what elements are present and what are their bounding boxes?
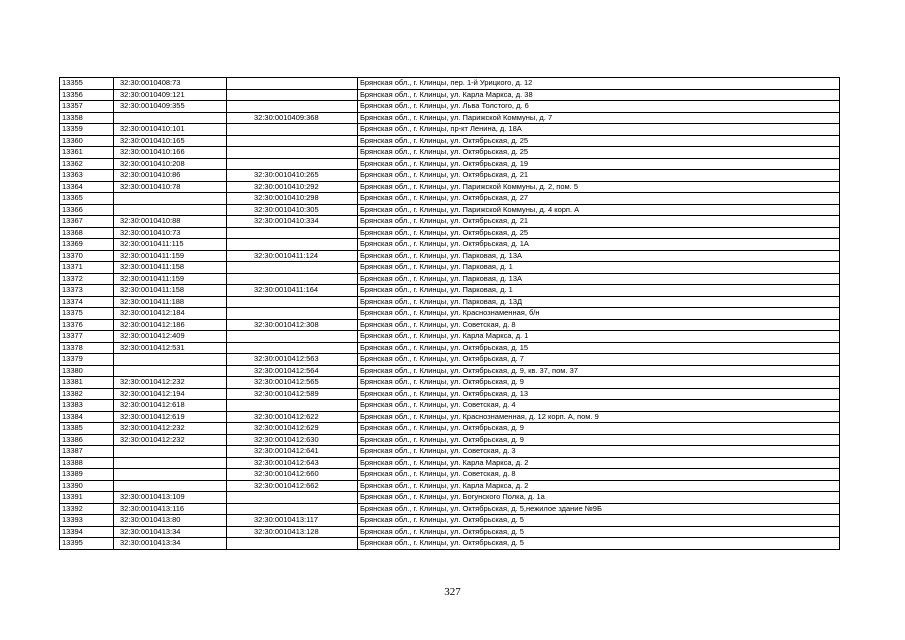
table-row bbox=[60, 503, 840, 515]
cadastral-number-cell: 32:30:0010412:232 bbox=[114, 434, 227, 446]
address-cell: Брянская обл., г. Клинцы, ул. Октябрьская, д. 21 bbox=[358, 170, 840, 182]
row-number-cell: 13364 bbox=[60, 181, 114, 193]
address-cell: Брянская обл., г. Клинцы, ул. Октябрьская, д. 19 bbox=[358, 158, 840, 170]
related-cadastral-number-cell: 32:30:0010412:564 bbox=[227, 365, 358, 377]
address-cell: Брянская обл., г. Клинцы, ул. Октябрьская, д. 5,нежилое здание №9Б bbox=[358, 503, 840, 515]
table-row bbox=[60, 342, 840, 354]
table-row bbox=[60, 457, 840, 469]
cadastral-number-cell: 32:30:0010409:121 bbox=[114, 89, 227, 101]
related-cadastral-number-cell: 32:30:0010410:292 bbox=[227, 181, 358, 193]
table-row bbox=[60, 411, 840, 423]
address-cell: Брянская обл., г. Клинцы, ул. Октябрьская, д. 5 bbox=[358, 515, 840, 527]
address-cell: Брянская обл., г. Клинцы, ул. Октябрьская, д. 9 bbox=[358, 423, 840, 435]
row-number-cell: 13362 bbox=[60, 158, 114, 170]
row-number-cell: 13372 bbox=[60, 273, 114, 285]
table-row bbox=[60, 262, 840, 274]
address-cell: Брянская обл., г. Клинцы, ул. Октябрьская, д. 5 bbox=[358, 526, 840, 538]
address-cell: Брянская обл., г. Клинцы, ул. Советская, д. 4 bbox=[358, 400, 840, 412]
cadastral-number-cell: 32:30:0010410:78 bbox=[114, 181, 227, 193]
cadastral-number-cell: 32:30:0010412:619 bbox=[114, 411, 227, 423]
related-cadastral-number-cell: 32:30:0010412:629 bbox=[227, 423, 358, 435]
address-cell: Брянская обл., г. Клинцы, пер. 1-й Урицкого, д. 12 bbox=[358, 78, 840, 90]
cadastral-number-cell: 32:30:0010411:159 bbox=[114, 250, 227, 262]
table-row bbox=[60, 147, 840, 159]
table-row bbox=[60, 135, 840, 147]
related-cadastral-number-cell: 32:30:0010412:565 bbox=[227, 377, 358, 389]
cadastral-number-cell bbox=[114, 480, 227, 492]
address-cell: Брянская обл., г. Клинцы, ул. Октябрьская, д. 1А bbox=[358, 239, 840, 251]
row-number-cell: 13391 bbox=[60, 492, 114, 504]
table-row bbox=[60, 526, 840, 538]
related-cadastral-number-cell bbox=[227, 239, 358, 251]
cadastral-number-cell: 32:30:0010409:355 bbox=[114, 101, 227, 113]
row-number-cell: 13380 bbox=[60, 365, 114, 377]
cadastral-number-cell bbox=[114, 365, 227, 377]
related-cadastral-number-cell bbox=[227, 342, 358, 354]
table-row bbox=[60, 331, 840, 343]
cadastral-number-cell: 32:30:0010411:158 bbox=[114, 262, 227, 274]
related-cadastral-number-cell: 32:30:0010410:298 bbox=[227, 193, 358, 205]
cadastral-number-cell: 32:30:0010413:109 bbox=[114, 492, 227, 504]
table-row bbox=[60, 112, 840, 124]
table-row bbox=[60, 250, 840, 262]
address-cell: Брянская обл., г. Клинцы, пр-кт Ленина, д. 18А bbox=[358, 124, 840, 136]
row-number-cell: 13377 bbox=[60, 331, 114, 343]
address-cell: Брянская обл., г. Клинцы, ул. Октябрьская, д. 25 bbox=[358, 227, 840, 239]
registry-table bbox=[59, 77, 840, 550]
table-row bbox=[60, 469, 840, 481]
row-number-cell: 13389 bbox=[60, 469, 114, 481]
row-number-cell: 13374 bbox=[60, 296, 114, 308]
cadastral-number-cell: 32:30:0010413:116 bbox=[114, 503, 227, 515]
address-cell: Брянская обл., г. Клинцы, ул. Октябрьская, д. 25 bbox=[358, 135, 840, 147]
row-number-cell: 13358 bbox=[60, 112, 114, 124]
address-cell: Брянская обл., г. Клинцы, ул. Краснознаменная, б/н bbox=[358, 308, 840, 320]
table-row bbox=[60, 239, 840, 251]
cadastral-number-cell: 32:30:0010412:409 bbox=[114, 331, 227, 343]
row-number-cell: 13392 bbox=[60, 503, 114, 515]
row-number-cell: 13379 bbox=[60, 354, 114, 366]
address-cell: Брянская обл., г. Клинцы, ул. Карла Маркса, д. 2 bbox=[358, 480, 840, 492]
cadastral-number-cell bbox=[114, 469, 227, 481]
row-number-cell: 13393 bbox=[60, 515, 114, 527]
table-row bbox=[60, 388, 840, 400]
cadastral-number-cell: 32:30:0010411:188 bbox=[114, 296, 227, 308]
address-cell: Брянская обл., г. Клинцы, ул. Октябрьская, д. 25 bbox=[358, 147, 840, 159]
related-cadastral-number-cell bbox=[227, 400, 358, 412]
related-cadastral-number-cell: 32:30:0010412:662 bbox=[227, 480, 358, 492]
row-number-cell: 13388 bbox=[60, 457, 114, 469]
related-cadastral-number-cell bbox=[227, 331, 358, 343]
related-cadastral-number-cell bbox=[227, 89, 358, 101]
row-number-cell: 13375 bbox=[60, 308, 114, 320]
cadastral-number-cell bbox=[114, 457, 227, 469]
table-row bbox=[60, 423, 840, 435]
related-cadastral-number-cell: 32:30:0010411:164 bbox=[227, 285, 358, 297]
row-number-cell: 13381 bbox=[60, 377, 114, 389]
row-number-cell: 13385 bbox=[60, 423, 114, 435]
cadastral-number-cell bbox=[114, 354, 227, 366]
address-cell: Брянская обл., г. Клинцы, ул. Советская, д. 8 bbox=[358, 469, 840, 481]
related-cadastral-number-cell bbox=[227, 492, 358, 504]
address-cell: Брянская обл., г. Клинцы, ул. Октябрьская, д. 13 bbox=[358, 388, 840, 400]
cadastral-number-cell: 32:30:0010410:73 bbox=[114, 227, 227, 239]
related-cadastral-number-cell: 32:30:0010410:265 bbox=[227, 170, 358, 182]
row-number-cell: 13356 bbox=[60, 89, 114, 101]
cadastral-number-cell: 32:30:0010412:232 bbox=[114, 423, 227, 435]
related-cadastral-number-cell: 32:30:0010411:124 bbox=[227, 250, 358, 262]
row-number-cell: 13357 bbox=[60, 101, 114, 113]
row-number-cell: 13371 bbox=[60, 262, 114, 274]
address-cell: Брянская обл., г. Клинцы, ул. Парижской Коммуны, д. 2, пом. 5 bbox=[358, 181, 840, 193]
row-number-cell: 13386 bbox=[60, 434, 114, 446]
cadastral-number-cell: 32:30:0010411:158 bbox=[114, 285, 227, 297]
row-number-cell: 13387 bbox=[60, 446, 114, 458]
address-cell: Брянская обл., г. Клинцы, ул. Октябрьская, д. 15 bbox=[358, 342, 840, 354]
cadastral-number-cell: 32:30:0010411:115 bbox=[114, 239, 227, 251]
table-row bbox=[60, 354, 840, 366]
row-number-cell: 13361 bbox=[60, 147, 114, 159]
related-cadastral-number-cell: 32:30:0010412:589 bbox=[227, 388, 358, 400]
address-cell: Брянская обл., г. Клинцы, ул. Октябрьская, д. 21 bbox=[358, 216, 840, 228]
row-number-cell: 13383 bbox=[60, 400, 114, 412]
related-cadastral-number-cell bbox=[227, 273, 358, 285]
address-cell: Брянская обл., г. Клинцы, ул. Парковая, д. 13Д bbox=[358, 296, 840, 308]
row-number-cell: 13367 bbox=[60, 216, 114, 228]
table-row bbox=[60, 308, 840, 320]
address-cell: Брянская обл., г. Клинцы, ул. Парковая, д. 13А bbox=[358, 273, 840, 285]
table-row bbox=[60, 434, 840, 446]
address-cell: Брянская обл., г. Клинцы, ул. Советская, д. 8 bbox=[358, 319, 840, 331]
table-row bbox=[60, 273, 840, 285]
row-number-cell: 13370 bbox=[60, 250, 114, 262]
cadastral-number-cell bbox=[114, 446, 227, 458]
cadastral-number-cell: 32:30:0010413:34 bbox=[114, 538, 227, 550]
table-row bbox=[60, 446, 840, 458]
cadastral-number-cell: 32:30:0010410:86 bbox=[114, 170, 227, 182]
table-row bbox=[60, 204, 840, 216]
cadastral-number-cell: 32:30:0010410:166 bbox=[114, 147, 227, 159]
row-number-cell: 13368 bbox=[60, 227, 114, 239]
row-number-cell: 13369 bbox=[60, 239, 114, 251]
table-row bbox=[60, 285, 840, 297]
related-cadastral-number-cell bbox=[227, 262, 358, 274]
table-row bbox=[60, 170, 840, 182]
cadastral-number-cell: 32:30:0010412:184 bbox=[114, 308, 227, 320]
table-body bbox=[60, 78, 840, 550]
related-cadastral-number-cell bbox=[227, 101, 358, 113]
table-row bbox=[60, 158, 840, 170]
related-cadastral-number-cell bbox=[227, 124, 358, 136]
address-cell: Брянская обл., г. Клинцы, ул. Богунского Полка, д. 1а bbox=[358, 492, 840, 504]
row-number-cell: 13365 bbox=[60, 193, 114, 205]
cadastral-number-cell: 32:30:0010411:159 bbox=[114, 273, 227, 285]
address-cell: Брянская обл., г. Клинцы, ул. Парковая, д. 13А bbox=[358, 250, 840, 262]
related-cadastral-number-cell bbox=[227, 503, 358, 515]
table-row bbox=[60, 515, 840, 527]
cadastral-number-cell: 32:30:0010410:88 bbox=[114, 216, 227, 228]
cadastral-number-cell: 32:30:0010412:232 bbox=[114, 377, 227, 389]
address-cell: Брянская обл., г. Клинцы, ул. Льва Толстого, д. 6 bbox=[358, 101, 840, 113]
cadastral-number-cell: 32:30:0010412:194 bbox=[114, 388, 227, 400]
table-row bbox=[60, 480, 840, 492]
table-row bbox=[60, 365, 840, 377]
table-row bbox=[60, 377, 840, 389]
row-number-cell: 13376 bbox=[60, 319, 114, 331]
address-cell: Брянская обл., г. Клинцы, ул. Карла Маркса, д. 1 bbox=[358, 331, 840, 343]
related-cadastral-number-cell: 32:30:0010412:622 bbox=[227, 411, 358, 423]
table-row bbox=[60, 296, 840, 308]
address-cell: Брянская обл., г. Клинцы, ул. Советская, д. 3 bbox=[358, 446, 840, 458]
cadastral-number-cell: 32:30:0010410:165 bbox=[114, 135, 227, 147]
related-cadastral-number-cell bbox=[227, 78, 358, 90]
address-cell: Брянская обл., г. Клинцы, ул. Октябрьская, д. 9 bbox=[358, 377, 840, 389]
address-cell: Брянская обл., г. Клинцы, ул. Октябрьская, д. 9, кв. 37, пом. 37 bbox=[358, 365, 840, 377]
related-cadastral-number-cell: 32:30:0010410:334 bbox=[227, 216, 358, 228]
row-number-cell: 13395 bbox=[60, 538, 114, 550]
cadastral-number-cell bbox=[114, 193, 227, 205]
cadastral-number-cell: 32:30:0010408:73 bbox=[114, 78, 227, 90]
related-cadastral-number-cell bbox=[227, 158, 358, 170]
table-row bbox=[60, 227, 840, 239]
table-row bbox=[60, 181, 840, 193]
table-row bbox=[60, 319, 840, 331]
related-cadastral-number-cell: 32:30:0010409:368 bbox=[227, 112, 358, 124]
table-row bbox=[60, 124, 840, 136]
row-number-cell: 13366 bbox=[60, 204, 114, 216]
table-row bbox=[60, 492, 840, 504]
cadastral-number-cell: 32:30:0010410:101 bbox=[114, 124, 227, 136]
cadastral-number-cell: 32:30:0010412:186 bbox=[114, 319, 227, 331]
address-cell: Брянская обл., г. Клинцы, ул. Октябрьская, д. 9 bbox=[358, 434, 840, 446]
row-number-cell: 13373 bbox=[60, 285, 114, 297]
related-cadastral-number-cell bbox=[227, 147, 358, 159]
table-row bbox=[60, 216, 840, 228]
cadastral-number-cell bbox=[114, 112, 227, 124]
related-cadastral-number-cell: 32:30:0010412:641 bbox=[227, 446, 358, 458]
related-cadastral-number-cell: 32:30:0010410:305 bbox=[227, 204, 358, 216]
table-row bbox=[60, 101, 840, 113]
related-cadastral-number-cell bbox=[227, 135, 358, 147]
row-number-cell: 13360 bbox=[60, 135, 114, 147]
related-cadastral-number-cell: 32:30:0010412:563 bbox=[227, 354, 358, 366]
address-cell: Брянская обл., г. Клинцы, ул. Карла Маркса, д. 2 bbox=[358, 457, 840, 469]
related-cadastral-number-cell: 32:30:0010412:643 bbox=[227, 457, 358, 469]
row-number-cell: 13390 bbox=[60, 480, 114, 492]
related-cadastral-number-cell: 32:30:0010412:630 bbox=[227, 434, 358, 446]
table-row bbox=[60, 538, 840, 550]
cadastral-number-cell: 32:30:0010412:618 bbox=[114, 400, 227, 412]
cadastral-number-cell: 32:30:0010413:34 bbox=[114, 526, 227, 538]
row-number-cell: 13378 bbox=[60, 342, 114, 354]
row-number-cell: 13384 bbox=[60, 411, 114, 423]
row-number-cell: 13355 bbox=[60, 78, 114, 90]
cadastral-number-cell bbox=[114, 204, 227, 216]
related-cadastral-number-cell bbox=[227, 227, 358, 239]
related-cadastral-number-cell: 32:30:0010412:660 bbox=[227, 469, 358, 481]
related-cadastral-number-cell: 32:30:0010413:117 bbox=[227, 515, 358, 527]
row-number-cell: 13359 bbox=[60, 124, 114, 136]
address-cell: Брянская обл., г. Клинцы, ул. Парковая, д. 1 bbox=[358, 285, 840, 297]
related-cadastral-number-cell: 32:30:0010413:128 bbox=[227, 526, 358, 538]
address-cell: Брянская обл., г. Клинцы, ул. Краснознаменная, д. 12 корп. А, пом. 9 bbox=[358, 411, 840, 423]
table-row bbox=[60, 89, 840, 101]
address-cell: Брянская обл., г. Клинцы, ул. Парижской Коммуны, д. 4 корп. А bbox=[358, 204, 840, 216]
cadastral-number-cell: 32:30:0010410:208 bbox=[114, 158, 227, 170]
address-cell: Брянская обл., г. Клинцы, ул. Октябрьская, д. 7 bbox=[358, 354, 840, 366]
row-number-cell: 13394 bbox=[60, 526, 114, 538]
related-cadastral-number-cell bbox=[227, 308, 358, 320]
address-cell: Брянская обл., г. Клинцы, ул. Октябрьская, д. 27 bbox=[358, 193, 840, 205]
cadastral-number-cell: 32:30:0010413:80 bbox=[114, 515, 227, 527]
related-cadastral-number-cell bbox=[227, 296, 358, 308]
table-row bbox=[60, 400, 840, 412]
address-cell: Брянская обл., г. Клинцы, ул. Октябрьская, д. 5 bbox=[358, 538, 840, 550]
table-row bbox=[60, 78, 840, 90]
address-cell: Брянская обл., г. Клинцы, ул. Парижской Коммуны, д. 7 bbox=[358, 112, 840, 124]
address-cell: Брянская обл., г. Клинцы, ул. Парковая, д. 1 bbox=[358, 262, 840, 274]
related-cadastral-number-cell: 32:30:0010412:308 bbox=[227, 319, 358, 331]
table-row bbox=[60, 193, 840, 205]
row-number-cell: 13382 bbox=[60, 388, 114, 400]
row-number-cell: 13363 bbox=[60, 170, 114, 182]
related-cadastral-number-cell bbox=[227, 538, 358, 550]
address-cell: Брянская обл., г. Клинцы, ул. Карла Маркса, д. 38 bbox=[358, 89, 840, 101]
cadastral-number-cell: 32:30:0010412:531 bbox=[114, 342, 227, 354]
page-number: 327 bbox=[444, 586, 461, 598]
